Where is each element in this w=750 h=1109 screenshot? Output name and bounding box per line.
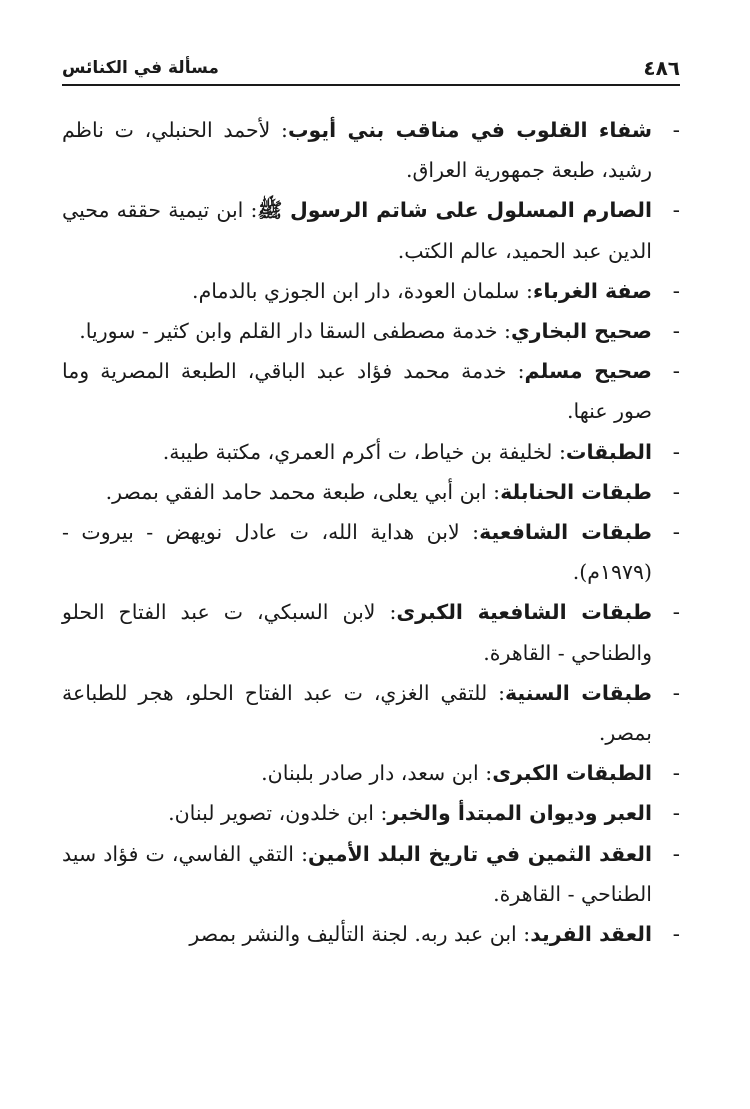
bibliography-entry: - صحيح البخاري: خدمة مصطفى السقا دار القلم وابن كثير - سوريا. bbox=[79, 319, 680, 344]
entry-details: التقي الفاسي، ت فؤاد سيد الطناحي - القاهرة. bbox=[62, 841, 652, 906]
entry-details: لابن هداية الله، ت عادل نويهض - بيروت - (١٩٧٩م). bbox=[62, 520, 652, 585]
page-header bbox=[62, 52, 680, 80]
entry-title: طبقات السنية bbox=[505, 680, 652, 705]
entry-title: العبر وديوان المبتدأ والخبر bbox=[387, 801, 652, 826]
bibliography-entry: - العبر وديوان المبتدأ والخبر: ابن خلدون، تصوير لبنان. bbox=[168, 801, 680, 826]
bibliography-entry: - شفاء القلوب في مناقب بني أيوب: لأحمد الحنبلي، ت ناظم رشيد، طبعة جمهورية العراق. bbox=[62, 118, 680, 183]
entry-details: لخليفة بن خياط، ت أكرم العمري، مكتبة طيبة. bbox=[162, 439, 553, 464]
entry-details: لأحمد الحنبلي، ت ناظم رشيد، طبعة جمهورية العراق. bbox=[62, 118, 652, 183]
page-number: ٤٨٦ bbox=[643, 56, 680, 80]
entry-details: سلمان العودة، دار ابن الجوزي بالدمام. bbox=[192, 278, 520, 303]
bibliography-entry: - طبقات السنية: للتقي الغزي، ت عبد الفتاح الحلو، هجر للطباعة بمصر. bbox=[62, 680, 680, 746]
entry-details: ابن عبد ربه. لجنة التأليف والنشر بمصر bbox=[189, 922, 517, 947]
entry-title: العقد الثمين في تاريخ البلد الأمين bbox=[308, 841, 652, 866]
entry-details: خدمة مصطفى السقا دار القلم وابن كثير - سوريا. bbox=[79, 319, 498, 344]
header-rule bbox=[62, 84, 680, 86]
bibliography-entry: - طبقات الشافعية الكبرى: لابن السبكي، ت عبد الفتاح الحلو والطناحي - القاهرة. bbox=[62, 600, 680, 665]
entry-title: الصارم المسلول على شاتم الرسول ﷺ bbox=[257, 198, 652, 223]
bibliography-entry: - العقد الفريد: ابن عبد ربه. لجنة التأليف والنشر بمصر bbox=[189, 922, 680, 947]
entry-details: ابن خلدون، تصوير لبنان. bbox=[168, 801, 374, 826]
entry-details: للتقي الغزي، ت عبد الفتاح الحلو، هجر للطباعة بمصر. bbox=[62, 680, 652, 746]
entry-title: صحيح مسلم bbox=[524, 359, 652, 384]
entry-title: طبقات الشافعية bbox=[479, 520, 652, 545]
bibliography-entry: - صفة الغرباء: سلمان العودة، دار ابن الجوزي بالدمام. bbox=[192, 278, 680, 303]
entry-details: خدمة محمد فؤاد عبد الباقي، الطبعة المصرية وما صور عنها. bbox=[62, 359, 652, 424]
entry-title: طبقات الشافعية الكبرى bbox=[396, 600, 652, 625]
entry-title: طبقات الحنابلة bbox=[500, 479, 652, 504]
entry-details: لابن السبكي، ت عبد الفتاح الحلو والطناحي - القاهرة. bbox=[62, 600, 652, 665]
bibliography-entry: - الصارم المسلول على شاتم الرسول ﷺ: ابن تيمية حققه محيي الدين عبد الحميد، عالم الكتب. bbox=[62, 198, 680, 263]
entry-title: الطبقات الكبرى bbox=[492, 761, 652, 786]
bibliography-list bbox=[62, 110, 680, 954]
bibliography-entry: - طبقات الحنابلة: ابن أبي يعلى، طبعة محمد حامد الفقي بمصر. bbox=[105, 479, 680, 504]
running-title: مسألة في الكنائس bbox=[62, 58, 219, 78]
entry-details: ابن سعد، دار صادر بلبنان. bbox=[261, 761, 479, 786]
bibliography-entry: - الطبقات الكبرى: ابن سعد، دار صادر بلبنان. bbox=[261, 761, 680, 786]
entry-details: ابن تيمية حققه محيي الدين عبد الحميد، عالم الكتب. bbox=[62, 198, 652, 263]
entry-title: العقد الفريد bbox=[530, 922, 652, 947]
bibliography-entry: - طبقات الشافعية: لابن هداية الله، ت عادل نويهض - بيروت - (١٩٧٩م). bbox=[62, 520, 680, 585]
entry-title: الطبقات bbox=[565, 439, 652, 464]
entry-title: شفاء القلوب في مناقب بني أيوب bbox=[287, 118, 652, 142]
entry-title: صفة الغرباء bbox=[532, 278, 652, 303]
book-page bbox=[62, 0, 680, 1109]
bibliography-entry: - صحيح مسلم: خدمة محمد فؤاد عبد الباقي، الطبعة المصرية وما صور عنها. bbox=[62, 359, 680, 424]
bibliography-entry: - العقد الثمين في تاريخ البلد الأمين: التقي الفاسي، ت فؤاد سيد الطناحي - القاهرة. bbox=[62, 841, 680, 906]
entry-title: صحيح البخاري bbox=[510, 319, 652, 344]
bibliography-entry: - الطبقات: لخليفة بن خياط، ت أكرم العمري، مكتبة طيبة. bbox=[162, 439, 680, 464]
entry-details: ابن أبي يعلى، طبعة محمد حامد الفقي بمصر. bbox=[105, 479, 487, 504]
